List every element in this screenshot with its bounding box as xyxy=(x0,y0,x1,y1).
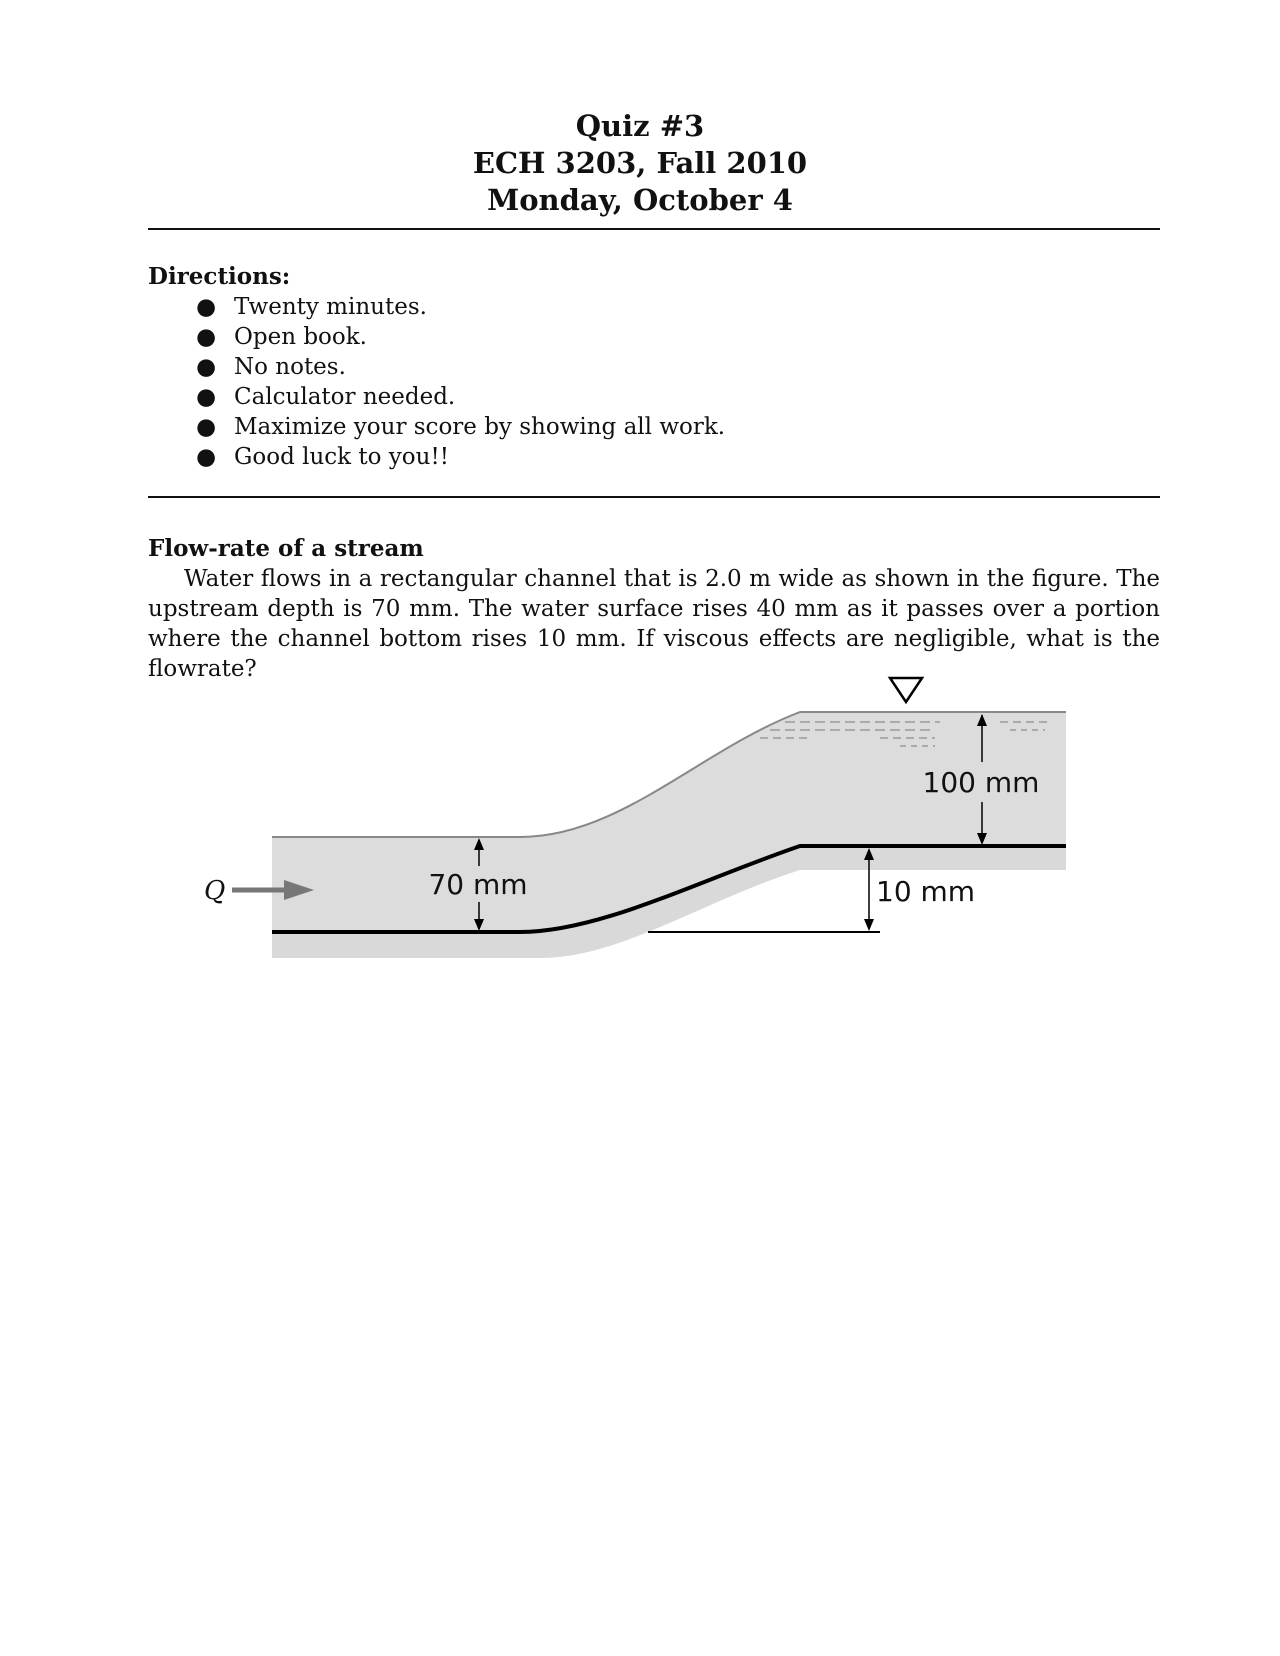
bullet-icon: ● xyxy=(196,354,217,380)
list-item-text: Good luck to you!! xyxy=(234,444,449,470)
bullet-icon: ● xyxy=(196,444,217,470)
bullet-icon: ● xyxy=(196,324,217,350)
date-line: Monday, October 4 xyxy=(487,183,793,217)
dim-10-arrow-down-icon xyxy=(864,919,874,931)
list-item-text: Maximize your score by showing all work. xyxy=(234,414,726,440)
list-item xyxy=(148,412,725,442)
directions-divider xyxy=(148,496,1160,498)
flow-label: Q xyxy=(204,876,226,906)
list-item xyxy=(148,442,725,472)
quiz-header xyxy=(0,108,1280,219)
list-item xyxy=(148,352,725,382)
problem-title: Flow-rate of a stream xyxy=(148,535,424,562)
free-surface-icon xyxy=(890,678,922,702)
list-item-text: Open book. xyxy=(234,324,367,350)
bullet-icon: ● xyxy=(196,384,217,410)
bullet-icon: ● xyxy=(196,414,217,440)
downstream-depth-label: 100 mm xyxy=(922,766,1040,799)
course-line: ECH 3203, Fall 2010 xyxy=(472,146,808,180)
list-item-text: Twenty minutes. xyxy=(234,294,427,320)
channel-flow-figure xyxy=(0,670,1280,970)
list-item-text: No notes. xyxy=(234,354,346,380)
header-divider xyxy=(148,228,1160,230)
directions-title: Directions: xyxy=(148,263,291,290)
list-item xyxy=(148,322,725,352)
upstream-depth-label: 70 mm xyxy=(428,868,528,901)
bottom-rise-label: 10 mm xyxy=(876,875,976,908)
list-item-text: Calculator needed. xyxy=(234,384,456,410)
problem-section xyxy=(148,534,1160,684)
problem-statement: Water flows in a rectangular channel that is 2.0 m wide as shown in the figure. The upstream depth is 70 mm. The water surface rises 40 mm as it passes over a portion where the channel bottom rises 10 mm. If viscous effects are negligible, what is the flowrate? xyxy=(148,566,1160,682)
list-item xyxy=(148,292,725,322)
directions-list xyxy=(148,292,725,472)
list-item xyxy=(148,382,725,412)
quiz-title: Quiz #3 xyxy=(575,109,705,143)
directions-section xyxy=(148,262,725,472)
bullet-icon: ● xyxy=(196,294,217,320)
